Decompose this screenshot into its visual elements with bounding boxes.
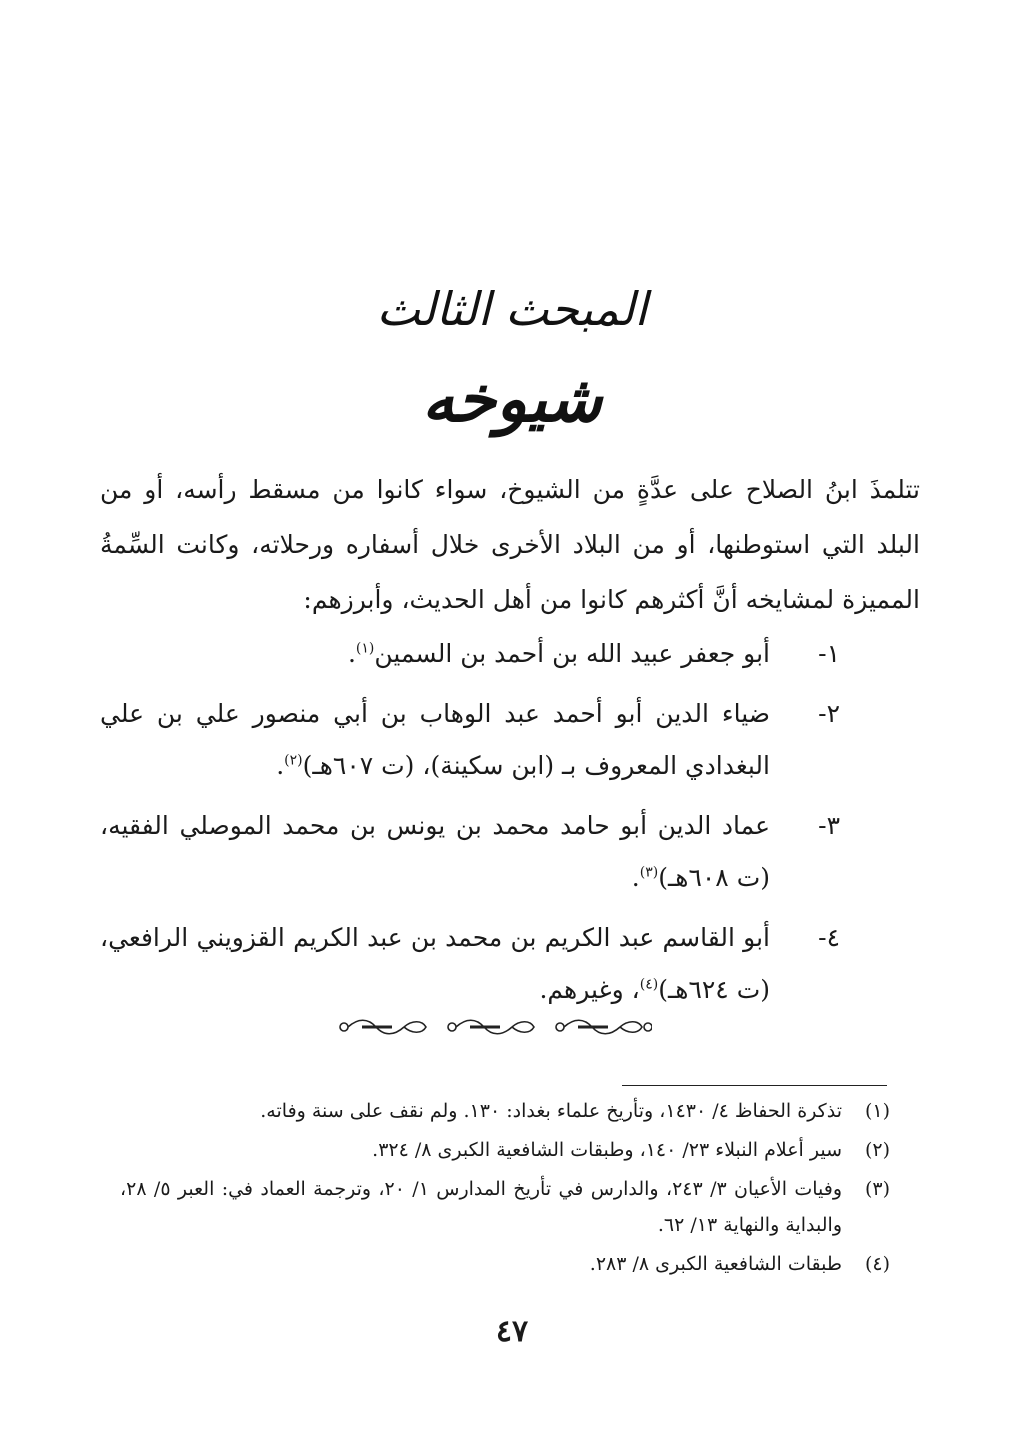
list-item-tail: ، وغيرهم.: [539, 975, 640, 1004]
list-item-tail: .: [631, 863, 640, 892]
list-item: [100, 912, 840, 1016]
list-item: [100, 800, 840, 904]
teachers-list: [100, 628, 840, 1024]
list-item-text: أبو جعفر عبيد الله بن أحمد بن السمين: [374, 639, 770, 668]
footnote-text: طبقات الشافعية الكبرى ٨/ ٢٨٣.: [589, 1253, 842, 1275]
footnote-ref[interactable]: (٢): [284, 752, 303, 769]
footnote: [120, 1171, 890, 1243]
list-item-tail: .: [276, 751, 285, 780]
footnote-text: سير أعلام النبلاء ٢٣/ ١٤٠، وطبقات الشافعية الكبرى ٨/ ٣٢٤.: [372, 1139, 842, 1161]
footnote: [120, 1132, 890, 1168]
list-item-text: أبو القاسم عبد الكريم بن محمد بن عبد الكريم القزويني الرافعي، (ت ٦٢٤هـ): [100, 923, 770, 1004]
list-item-number: ٣-: [818, 811, 840, 840]
footnote: [120, 1093, 890, 1129]
list-item-tail: .: [347, 639, 356, 668]
list-item-number: ٢-: [818, 699, 840, 728]
footnote-ref[interactable]: (١): [355, 640, 375, 657]
ornament-divider-icon: [332, 1012, 652, 1042]
footnote-ref[interactable]: (٤): [639, 976, 659, 993]
footnote-ref[interactable]: (٣): [639, 864, 659, 881]
footnote-text: وفيات الأعيان ٣/ ٢٤٣، والدارس في تأريخ المدارس ١/ ٢٠، وترجمة العماد في: العبر ٥/ ٢٨، والبداية والنهاية ١٣/ ٦٢.: [120, 1178, 842, 1236]
footnote: [120, 1246, 890, 1282]
footnote-number: (١): [864, 1100, 890, 1122]
footnote-number: (٤): [864, 1253, 890, 1275]
footnote-separator: [622, 1085, 887, 1086]
list-item-number: ٤-: [818, 923, 840, 952]
list-item-text: ضياء الدين أبو أحمد عبد الوهاب بن أبي منصور علي بن علي البغدادي المعروف بـ (ابن سكينة)، (ت ٦٠٧هـ): [100, 699, 770, 780]
intro-paragraph: تتلمذَ ابنُ الصلاح على عدَّةٍ من الشيوخ، سواء كانوا من مسقط رأسه، أو من البلد التي استوطنها، أو من البلاد الأخرى خلال أسفاره ورحلاته، وكانت السِّمةُ المميزة لمشايخه أنَّ أكثرهم كانوا من أهل الحديث، وأبرزهم:: [100, 475, 920, 614]
footnote-number: (٣): [864, 1178, 890, 1200]
section-title: شيوخه: [422, 362, 602, 437]
list-item: [100, 628, 840, 680]
footnote-number: (٢): [864, 1139, 890, 1161]
page-number: ٤٧: [495, 1314, 529, 1349]
footnote-text: تذكرة الحفاظ ٤/ ١٤٣٠، وتأريخ علماء بغداد: ١٣٠. ولم نقف على سنة وفاته.: [260, 1100, 842, 1122]
footnotes-list: [120, 1093, 890, 1285]
list-item-number: ١-: [818, 639, 840, 668]
section-heading: المبحث الثالث: [376, 282, 648, 336]
list-item-text: عماد الدين أبو حامد محمد بن يونس بن محمد الموصلي الفقيه، (ت ٦٠٨هـ): [100, 811, 770, 892]
list-item: [100, 688, 840, 792]
